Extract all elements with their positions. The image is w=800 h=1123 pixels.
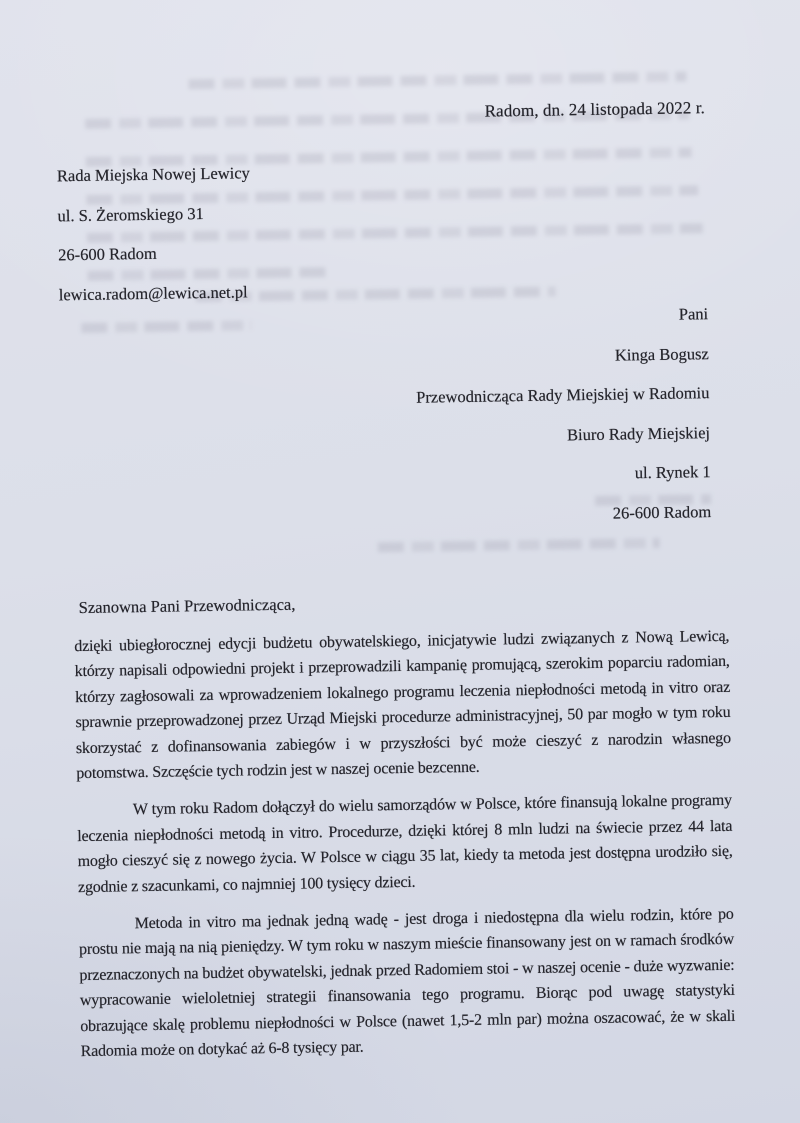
recipient-block (415, 294, 712, 536)
recipient-city: 26-600 Radom (612, 501, 712, 523)
recipient-office: Biuro Rady Miejskiej (566, 422, 711, 444)
sender-email: lewica.radom@lewica.net.pl (58, 281, 248, 304)
letter-paragraph: dzięki ubiegłorocznej edycji budżetu obywatelskiego, inicjatywie ludzi związanych z Nową Lewicą, którzy napisali odpowiedni projekt i przeprowadzili kampanię promującą, szerokim poparciu radomian, którzy zagłosowali za wprowadzeniem lokalnego programu leczenia niepłodności metodą in vitro oraz sprawnie przeprowadzonej przez Urząd Miejski procedurze administracyjnej, 50 par mogło w tym roku skorzystać z dofinansowania zabiegów i w przyszłości być może cieszyć z narodzin własnego potomstwa. Szczęście tych rodzin jest w naszej ocenie bezcenne. (74, 627, 731, 783)
sender-block (57, 153, 252, 314)
sender-street: ul. S. Żeromskiego 31 (57, 203, 204, 225)
recipient-name: Kinga Bogusz (614, 343, 709, 365)
recipient-title: Przewodnicząca Rady Miejskiej w Radomiu (416, 383, 710, 407)
letter-greeting: Szanowna Pani Przewodnicząca, (78, 594, 296, 618)
letter-body (74, 624, 736, 1077)
sender-city: 26-600 Radom (58, 243, 157, 265)
letter-date: Radom, dn. 24 listopada 2022 r. (484, 98, 706, 121)
recipient-salutation: Pani (678, 304, 709, 324)
letter-paragraph: Metoda in vitro ma jednak jedną wadę - jest droga i niedostępna dla wielu rodzin, które po prostu nie mają na nią pieniędzy. W tym roku w naszym mieście finansowany jest on w ramach środków przeznaczonych na budżet obywatelski, jednak przed Radomiem stoi - w naszej ocenie - duże wyzwanie: wypracowanie wieloletniej strategii finansowania tego programu. Biorąc pod uwagę statystyki obrazujące skalę problemu niepłodności w Polsce (nawet 1,5-2 mln par) można oszacować, że w skali Radomia może on dotykać aż 6-8 tysięcy par. (78, 905, 736, 1061)
letter-paragraph: W tym roku Radom dołączył do wielu samorządów w Polsce, które finansują lokalne programy leczenia niepłodności metodą in vitro. Procedurze, dzięki której 8 mln ludzi na świecie przez 44 lata mogło cieszyć się z nowego życia. W Polsce w ciągu 35 lat, kiedy ta metoda jest dostępna urodziło się, zgodnie z szacunkami, co najmniej 100 tysięcy dzieci. (77, 792, 733, 896)
sender-name: Rada Miejska Nowej Lewicy (56, 163, 250, 186)
recipient-street: ul. Rynek 1 (634, 462, 711, 483)
